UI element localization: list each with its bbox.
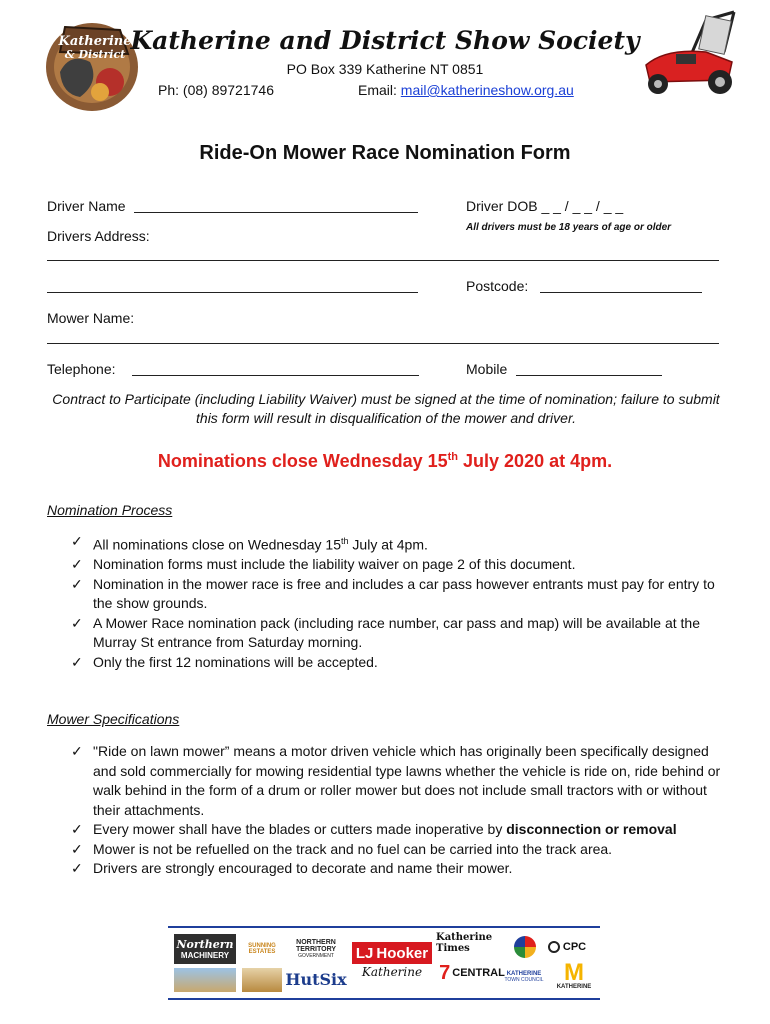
hutsix-logo: HutSix	[285, 969, 347, 989]
northern-machinery-logo	[174, 934, 236, 964]
telephone-field[interactable]	[132, 375, 419, 376]
lj-hooker-logo	[352, 942, 432, 964]
check-icon: ✓	[71, 614, 83, 631]
sponsor-banner	[168, 926, 600, 1000]
mower-name-field[interactable]	[47, 343, 719, 344]
machinery-photo	[174, 968, 236, 992]
logo-text-line1: Katherine	[58, 34, 132, 49]
item-sup: th	[341, 536, 349, 546]
item-text: Every mower shall have the blades or cutters made inoperative by	[93, 821, 507, 837]
rotary-logo	[514, 936, 536, 958]
postcode-label: Postcode:	[466, 278, 529, 294]
postcode-field[interactable]	[540, 292, 702, 293]
item-bold-text: disconnection or removal	[506, 821, 677, 837]
sponsor-text: GOVERNMENT	[298, 953, 334, 959]
sponsor-text: MACHINERY	[180, 951, 230, 960]
cpc-icon	[548, 941, 560, 953]
item-text: Nomination in the mower race is free and includes a car pass however entrants must pay for entry to the show grounds.	[93, 575, 715, 612]
sponsor-text: Hooker	[376, 944, 429, 962]
item-text: "Ride on lawn mower” means a motor driven vehicle which has originally been specifically designed and sold commercially for mowing residential type lawns whether the vehicle is ride on, ride behind or walk behind in the form of a drum or roller mower but does not include small tractors with or without their attachments.	[93, 743, 721, 818]
item-text: Nomination forms must include the liability waiver on page 2 of this document.	[93, 556, 576, 573]
mower-specifications-list	[47, 742, 723, 879]
address-line-1[interactable]	[47, 260, 719, 261]
item-text: Mower is not be refuelled on the track and no fuel can be carried into the track area.	[93, 840, 613, 857]
sponsor-text: CPC	[562, 941, 587, 953]
mcdonalds-logo	[552, 960, 596, 992]
seven-central-logo	[439, 960, 505, 986]
sunning-estates-logo	[242, 934, 282, 964]
sponsor-text: 7	[439, 961, 451, 984]
lj-hooker-katherine: Katherine	[361, 965, 423, 979]
logo-text-line2: & District	[64, 48, 126, 61]
check-icon: ✓	[71, 533, 83, 549]
telephone-label: Telephone:	[47, 361, 116, 377]
sponsor-text: TOWN COUNCIL	[504, 977, 544, 983]
mobile-field[interactable]	[516, 375, 662, 376]
sponsor-text: KATHERINE	[556, 984, 592, 990]
check-icon: ✓	[71, 575, 83, 592]
item-text: All nominations close on Wednesday 15	[93, 536, 342, 553]
driver-name-label: Driver Name	[47, 198, 126, 214]
sponsor-text: TERRITORY	[295, 946, 337, 953]
contract-notice: Contract to Participate (including Liability Waiver) must be signed at the time of nomination; failure to submit this form will result in disqualification of the mower and driver.	[52, 391, 720, 426]
check-icon: ✓	[71, 556, 83, 573]
item-text: July at 4pm.	[348, 536, 428, 553]
nomination-process-heading: Nomination Process	[47, 502, 173, 518]
list-item	[47, 555, 727, 575]
sponsor-text: CENTRAL	[452, 967, 505, 979]
sponsor-text: KATHERINE	[506, 971, 542, 977]
email-line	[358, 82, 574, 98]
driver-dob-field[interactable]: Driver DOB _ _ / _ _ / _ _	[466, 198, 624, 214]
list-item	[47, 614, 727, 653]
list-item	[47, 859, 723, 879]
nominations-close-notice	[0, 451, 770, 472]
mobile-label: Mobile	[466, 361, 508, 377]
lawn-mower-image	[636, 10, 752, 100]
closing-sup: th	[447, 451, 459, 463]
sponsor-text: Northern	[176, 938, 234, 951]
town-council-logo	[502, 964, 546, 990]
address-line-2[interactable]	[47, 292, 418, 293]
postal-address: PO Box 339 Katherine NT 0851	[286, 61, 484, 77]
check-icon: ✓	[71, 653, 83, 670]
check-icon: ✓	[71, 860, 83, 876]
sponsor-text: M	[564, 959, 584, 986]
nomination-process-list	[47, 532, 727, 672]
form-title: Ride-On Mower Race Nomination Form	[199, 142, 571, 164]
list-item	[47, 532, 727, 555]
list-item	[47, 653, 727, 673]
cpc-logo	[540, 936, 594, 958]
sponsor-text: SUNNING ESTATES	[248, 943, 276, 955]
item-text: A Mower Race nomination pack (including race number, car pass and map) will be available at the Murray St entrance from Saturday morning.	[93, 614, 700, 651]
email-label: Email:	[358, 82, 401, 98]
item-text: Drivers are strongly encouraged to decorate and name their mower.	[93, 860, 513, 876]
phone-number: Ph: (08) 89721746	[158, 82, 274, 98]
list-item	[47, 820, 723, 840]
drivers-address-label: Drivers Address:	[47, 228, 150, 244]
list-item	[47, 840, 723, 860]
mower-specifications-heading: Mower Specifications	[47, 711, 180, 727]
closing-text-before: Nominations close Wednesday 15	[157, 451, 448, 471]
katherine-times-logo: Katherine Times	[436, 932, 493, 954]
check-icon: ✓	[71, 821, 83, 837]
check-icon: ✓	[71, 840, 83, 857]
check-icon: ✓	[71, 743, 83, 759]
email-link[interactable]: mail@katherineshow.org.au	[400, 82, 574, 98]
mower-name-label: Mower Name:	[47, 310, 135, 326]
closing-text-after: July 2020 at 4pm.	[458, 451, 613, 471]
organization-name: Katherine and District Show Society	[130, 26, 640, 55]
list-item	[47, 575, 727, 614]
item-text: Only the first 12 nominations will be accepted.	[93, 653, 378, 670]
driver-name-field[interactable]	[134, 212, 418, 213]
sponsor-text: LJ	[355, 944, 374, 962]
sponsor-text: NORTHERN	[296, 939, 336, 946]
age-requirement-note: All drivers must be 18 years of age or older	[466, 222, 672, 233]
building-photo	[242, 968, 282, 992]
nt-government-logo	[286, 934, 346, 964]
list-item	[47, 742, 723, 820]
